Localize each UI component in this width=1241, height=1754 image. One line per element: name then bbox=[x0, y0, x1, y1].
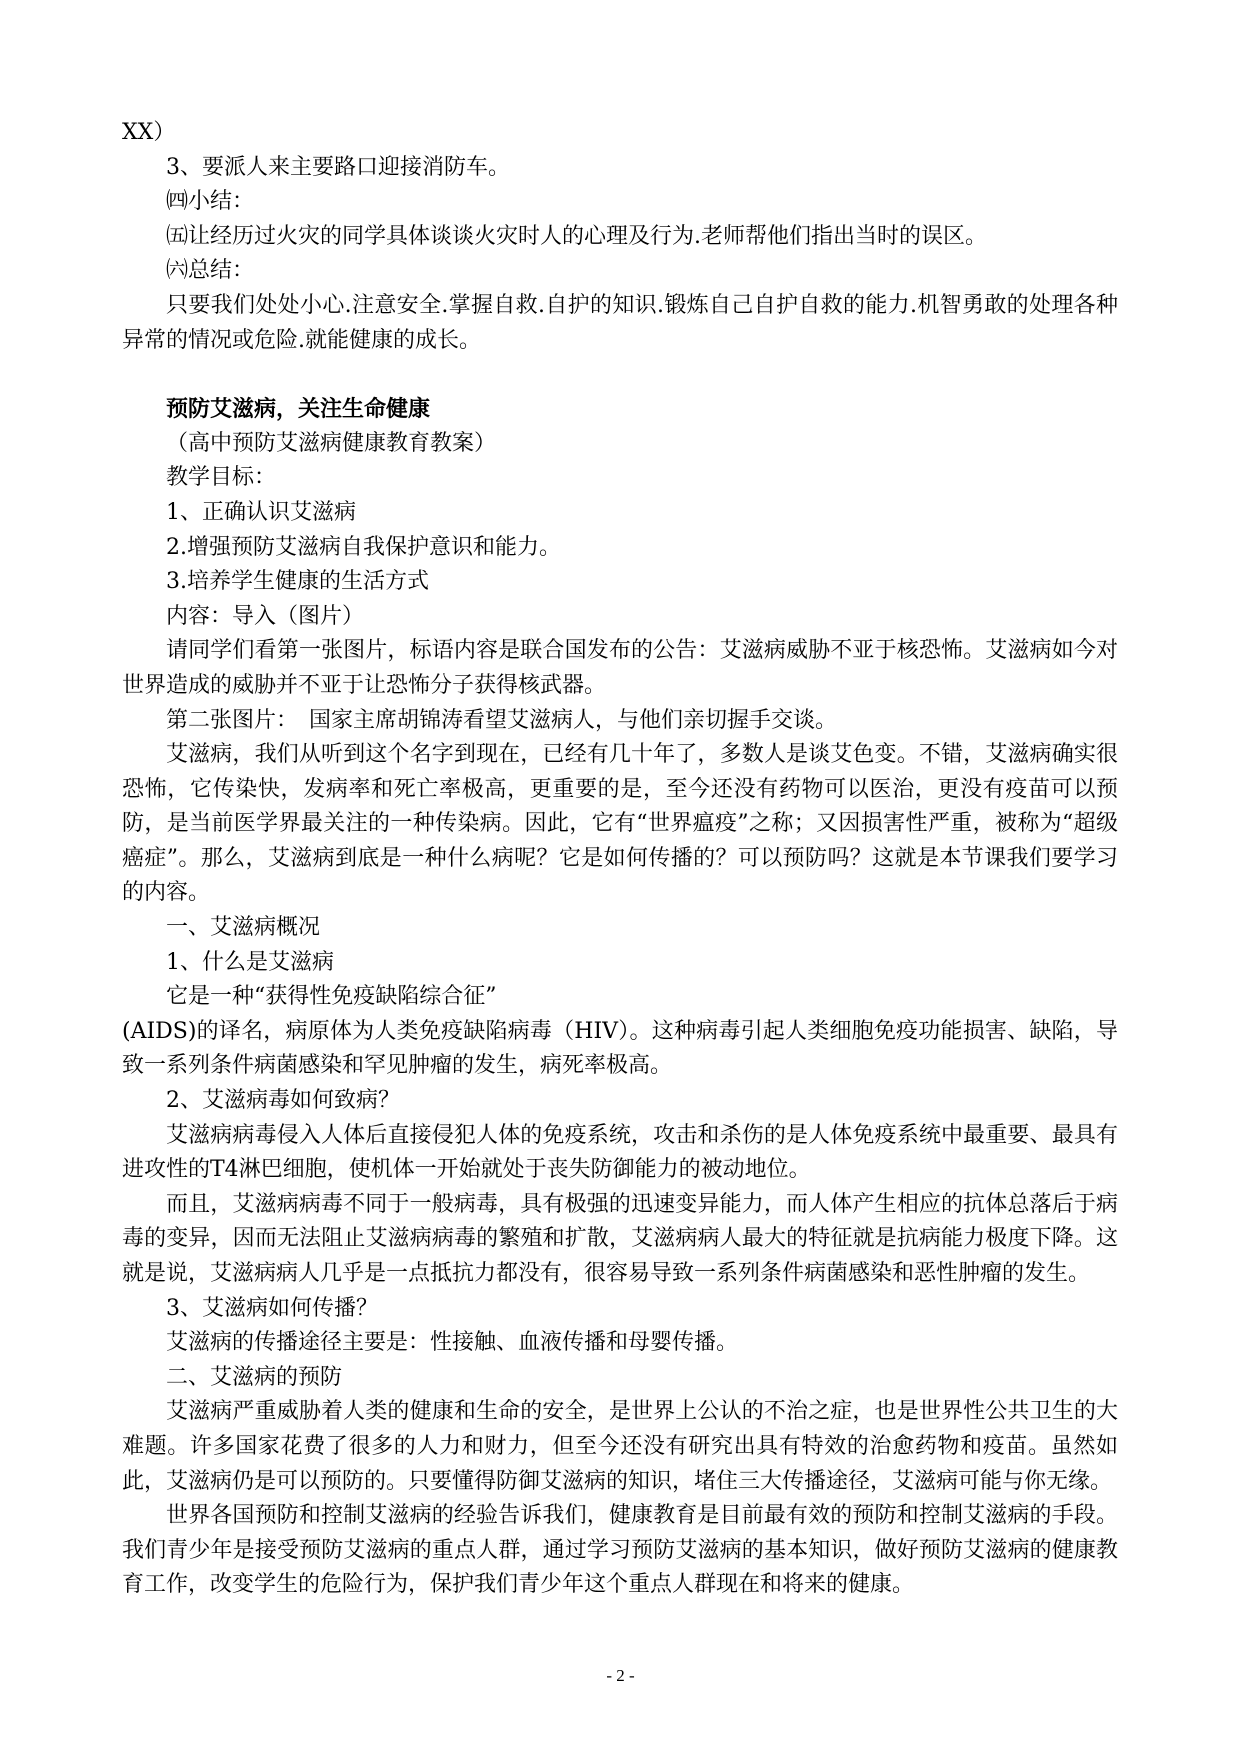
paragraph: 教学目标： bbox=[166, 465, 277, 491]
paragraph: (AIDS)的译名，病原体为人类免疫缺陷病毒（HIV）。这种病毒引起人类细胞免疫功能损害、缺陷，导致一系列条件病菌感染和罕见肿瘤的发生，病死率极高。 bbox=[122, 1018, 1118, 1079]
paragraph: 艾滋病的传播途径主要是：性接触、血液传播和母婴传播。 bbox=[166, 1330, 739, 1356]
page-number: - 2 - bbox=[606, 1666, 635, 1685]
paragraph: 世界各国预防和控制艾滋病的经验告诉我们，健康教育是目前最有效的预防和控制艾滋病的手段。我们青少年是接受预防艾滋病的重点人群，通过学习预防艾滋病的基本知识，做好预防艾滋病的健康教育工作，改变学生的危险行为，保护我们青少年这个重点人群现在和将来的健康。 bbox=[122, 1503, 1118, 1598]
paragraph: ㈣小结： bbox=[166, 189, 255, 215]
paragraph: 第二张图片： 国家主席胡锦涛看望艾滋病人，与他们亲切握手交谈。 bbox=[166, 707, 838, 733]
section-subtitle: （高中预防艾滋病健康教育教案） bbox=[166, 430, 497, 456]
heading: 一、艾滋病概况 bbox=[166, 915, 321, 941]
paragraph: 艾滋病，我们从听到这个名字到现在，已经有几十年了，多数人是谈艾色变。不错，艾滋病确实很恐怖，它传染快，发病率和死亡率极高，更重要的是，至今还没有药物可以医治，更没有疫苗可以预防，是当前医学界最关注的一种传染病。因此，它有“世界瘟疫”之称；又因损害性严重，被称为“超级癌症”。那么，艾滋病到底是一种什么病呢？它是如何传播的？可以预防吗？这就是本节课我们要学习的内容。 bbox=[122, 742, 1118, 906]
paragraph: 只要我们处处小心.注意安全.掌握自救.自护的知识.锻炼自己自护自救的能力.机智勇敢的处理各种异常的情况或危险.就能健康的成长。 bbox=[122, 292, 1118, 353]
heading: 二、艾滋病的预防 bbox=[166, 1364, 343, 1390]
paragraph: 3、要派人来主要路口迎接消防车。 bbox=[166, 154, 510, 180]
paragraph: ㈤让经历过火灾的同学具体谈谈火灾时人的心理及行为.老师帮他们指出当时的误区。 bbox=[166, 223, 987, 249]
paragraph: XX） bbox=[122, 120, 176, 145]
subheading: 3、艾滋病如何传播？ bbox=[166, 1295, 378, 1321]
list-item: 3.培养学生健康的生活方式 bbox=[166, 569, 429, 595]
paragraph: 而且，艾滋病病毒不同于一般病毒，具有极强的迅速变异能力，而人体产生相应的抗体总落后于病毒的变异，因而无法阻止艾滋病病毒的繁殖和扩散，艾滋病病人最大的特征就是抗病能力极度下降。这就是说，艾滋病病人几乎是一点抵抗力都没有，很容易导致一系列条件病菌感染和恶性肿瘤的发生。 bbox=[122, 1191, 1118, 1286]
paragraph: 请同学们看第一张图片，标语内容是联合国发布的公告：艾滋病威胁不亚于核恐怖。艾滋病如今对世界造成的威胁并不亚于让恐怖分子获得核武器。 bbox=[122, 638, 1118, 698]
section-gap bbox=[122, 358, 1118, 392]
list-item: 2.增强预防艾滋病自我保护意识和能力。 bbox=[166, 534, 561, 560]
list-item: 1、正确认识艾滋病 bbox=[166, 499, 356, 525]
paragraph: 艾滋病病毒侵入人体后直接侵犯人体的免疫系统，攻击和杀伤的是人体免疫系统中最重要、最具有进攻性的T4淋巴细胞，使机体一开始就处于丧失防御能力的被动地位。 bbox=[122, 1122, 1118, 1183]
document-body bbox=[122, 116, 1118, 1603]
section-title: 预防艾滋病，关注生命健康 bbox=[166, 396, 431, 423]
paragraph: 内容：导入（图片） bbox=[166, 603, 365, 629]
subheading: 1、什么是艾滋病 bbox=[166, 949, 334, 975]
paragraph: 它是一种“获得性免疫缺陷综合征” bbox=[166, 984, 497, 1010]
subheading: 2、艾滋病毒如何致病？ bbox=[166, 1088, 400, 1114]
paragraph: 艾滋病严重威胁着人类的健康和生命的安全，是世界上公认的不治之症，也是世界性公共卫生的大难题。许多国家花费了很多的人力和财力，但至今还没有研究出具有特效的治愈药物和疫苗。虽然如此，艾滋病仍是可以预防的。只要懂得防御艾滋病的知识，堵住三大传播途径，艾滋病可能与你无缘。 bbox=[122, 1399, 1118, 1494]
paragraph: ㈥总结： bbox=[166, 258, 255, 284]
